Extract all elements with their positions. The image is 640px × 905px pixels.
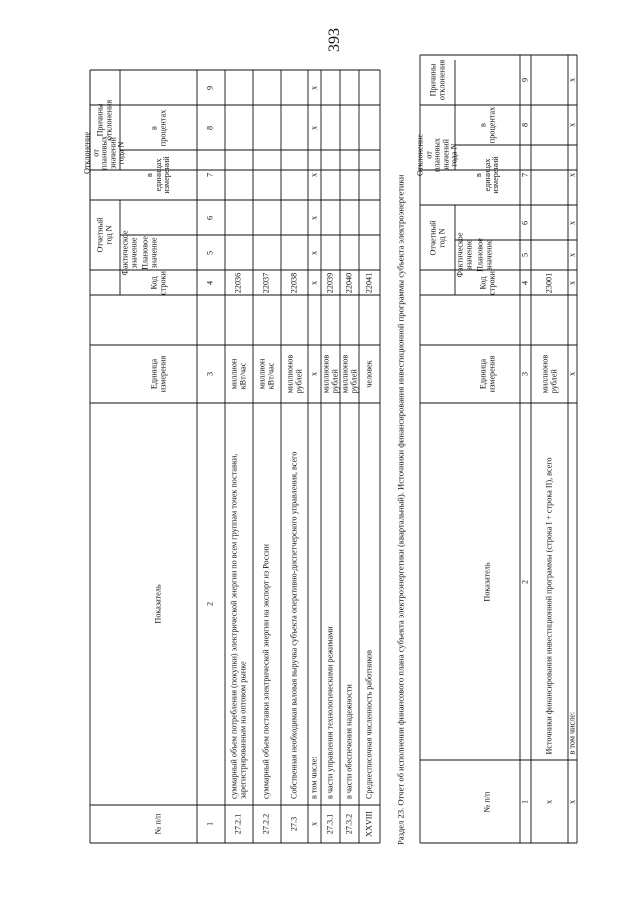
t2-header-reporting-year: Отчетный год N xyxy=(427,219,446,256)
t1-row3-num: 27.3 xyxy=(289,816,299,832)
t2-colnum-2: 2 xyxy=(520,579,530,584)
t1-header-planned: Плановое значение xyxy=(140,235,158,270)
t1-row4-code: x xyxy=(309,280,319,285)
t2-row2-actual: x xyxy=(567,220,577,225)
t1-row6-num: 27.3.2 xyxy=(344,813,354,835)
t1-row1-code: 22036 xyxy=(233,272,243,293)
t2-colnum-3: 3 xyxy=(520,371,530,377)
t1-row4-planned: x xyxy=(309,250,319,255)
t2-header-indicator: Показатель xyxy=(482,561,492,602)
t2-header-num: № п/п xyxy=(482,791,492,812)
t1-colnum-5: 5 xyxy=(205,250,215,255)
t1-row6-indicator: в части обеспечения надежности xyxy=(344,684,354,799)
t1-row2-num: 27.2.2 xyxy=(261,813,271,835)
t1-header-dev-percent: в процентах xyxy=(148,109,167,146)
t2-colnum-8: 8 xyxy=(520,122,530,128)
t1-row6-unit: миллионов рублей xyxy=(339,354,358,394)
t2-header-dev-units: в единицах измерений xyxy=(473,156,500,194)
t2-colnum-7: 7 xyxy=(520,172,530,178)
t2-header-unit: Единица измерения xyxy=(477,355,496,393)
t1-row4-num: x xyxy=(309,821,319,827)
page-number: 393 xyxy=(326,28,343,52)
t2-colnum-5: 5 xyxy=(520,252,530,258)
t1-header-indicator: Показатель xyxy=(153,584,163,624)
t1-colnum-9: 9 xyxy=(205,85,215,90)
t1-row1-unit: миллион кВт/час xyxy=(229,358,247,390)
t1-row3-unit: миллионов рублей xyxy=(284,354,303,394)
t1-row7-indicator: Среднесписочная численность работников xyxy=(364,650,374,799)
t1-row5-indicator: в части управления технологическими режимами xyxy=(325,626,335,799)
t1-row2-code: 22037 xyxy=(261,272,271,293)
t1-row7-code: 22041 xyxy=(364,272,374,293)
t2-row2-dev-units: x xyxy=(567,172,577,178)
t1-header-num: № п/п xyxy=(153,813,163,835)
t1-row1-num: 27.2.1 xyxy=(233,813,243,835)
t2-row1-indicator: Источники финансирования инвестиционной программы (строка I + строка II), всего xyxy=(544,456,554,754)
t1-row5-code: 22039 xyxy=(325,272,335,293)
t1-header-unit: Единица измерения xyxy=(148,355,167,393)
t1-row4-indicator: в том числе: xyxy=(309,756,319,799)
t1-row6-code: 22040 xyxy=(344,272,354,293)
t2-colnum-6: 6 xyxy=(520,220,530,225)
t1-header-reporting-year: Отчетный год N xyxy=(95,217,113,253)
t1-colnum-2: 2 xyxy=(205,601,215,607)
t2-colnum-9: 9 xyxy=(520,77,530,83)
t2-row2-num: x xyxy=(567,799,577,804)
t1-header-deviation: Отклонение от плановых значений года N xyxy=(82,131,126,174)
t1-row3-code: 22038 xyxy=(289,272,299,293)
t2-row2-indicator: в том числе: xyxy=(567,711,577,754)
t2-header-reasons: Причины отклонения xyxy=(427,59,446,101)
t2-header-planned: Плановое значение xyxy=(475,238,493,272)
t1-colnum-4: 4 xyxy=(205,280,215,285)
t2-row1-unit: миллионов рублей xyxy=(539,354,558,394)
t2-colnum-4: 4 xyxy=(520,280,530,285)
t1-row1-indicator: суммарный объем потребления (покупки) электрической энергии по всем группам точек поставки, зарегистрированным на оптовом рынке xyxy=(229,453,247,799)
section-title: Раздел 23. Отчет об исполнении финансового плана субъекта электроэнергетики (квартальный). Источники финансирования инвестиционной программы субъекта электроэнергетики xyxy=(395,174,406,845)
t1-row4-unit: x xyxy=(309,371,319,377)
t1-header-actual: Фактическое значение xyxy=(120,230,138,275)
t1-row4-reasons: x xyxy=(309,85,319,90)
t2-header-actual: Фактическое значение xyxy=(455,232,473,278)
t2-header-code: Код строки xyxy=(477,270,496,295)
t1-row2-unit: миллион кВт/час xyxy=(257,358,275,390)
t1-row5-num: 27.3.1 xyxy=(325,813,335,835)
t2-row1-num: x xyxy=(544,799,554,804)
t2-colnum-1: 1 xyxy=(520,799,530,804)
t1-colnum-3: 3 xyxy=(205,371,215,377)
t1-colnum-7: 7 xyxy=(205,172,215,178)
t2-header-dev-percent: в процентах xyxy=(477,106,496,144)
t1-colnum-1: 1 xyxy=(205,821,215,827)
t1-row7-num: XXVIII xyxy=(364,811,374,837)
t1-row3-indicator: Собственная необходимая валовая выручка субъекта оперативно-диспетчерского управления, всего xyxy=(289,451,299,799)
t1-header-reasons: Причины отклонения xyxy=(95,99,113,141)
t1-header-code: Код строки xyxy=(148,270,167,295)
t1-row7-unit: человек xyxy=(364,360,374,388)
t2-row2-planned: x xyxy=(567,252,577,258)
t1-colnum-8: 8 xyxy=(205,125,215,130)
t2-row2-dev-percent: x xyxy=(567,122,577,128)
t2-row1-code: 23001 xyxy=(544,272,554,293)
t2-row2-reasons: x xyxy=(567,77,577,83)
t1-row4-dev-units: x xyxy=(309,172,319,178)
t2-header-deviation: Отклонение от плановых значений года N xyxy=(414,133,459,177)
t1-colnum-6: 6 xyxy=(205,215,215,220)
t1-row5-unit: миллионов рублей xyxy=(320,354,339,394)
t1-row4-actual: x xyxy=(309,215,319,220)
t2-row2-code: x xyxy=(567,280,577,285)
t1-header-dev-units: в единицах измерений xyxy=(144,156,171,194)
t1-row2-indicator: суммарный объем поставки электрической энергии на экспорт из России xyxy=(261,544,271,799)
t1-row4-dev-percent: x xyxy=(309,125,319,130)
t2-row2-unit: x xyxy=(567,371,577,377)
